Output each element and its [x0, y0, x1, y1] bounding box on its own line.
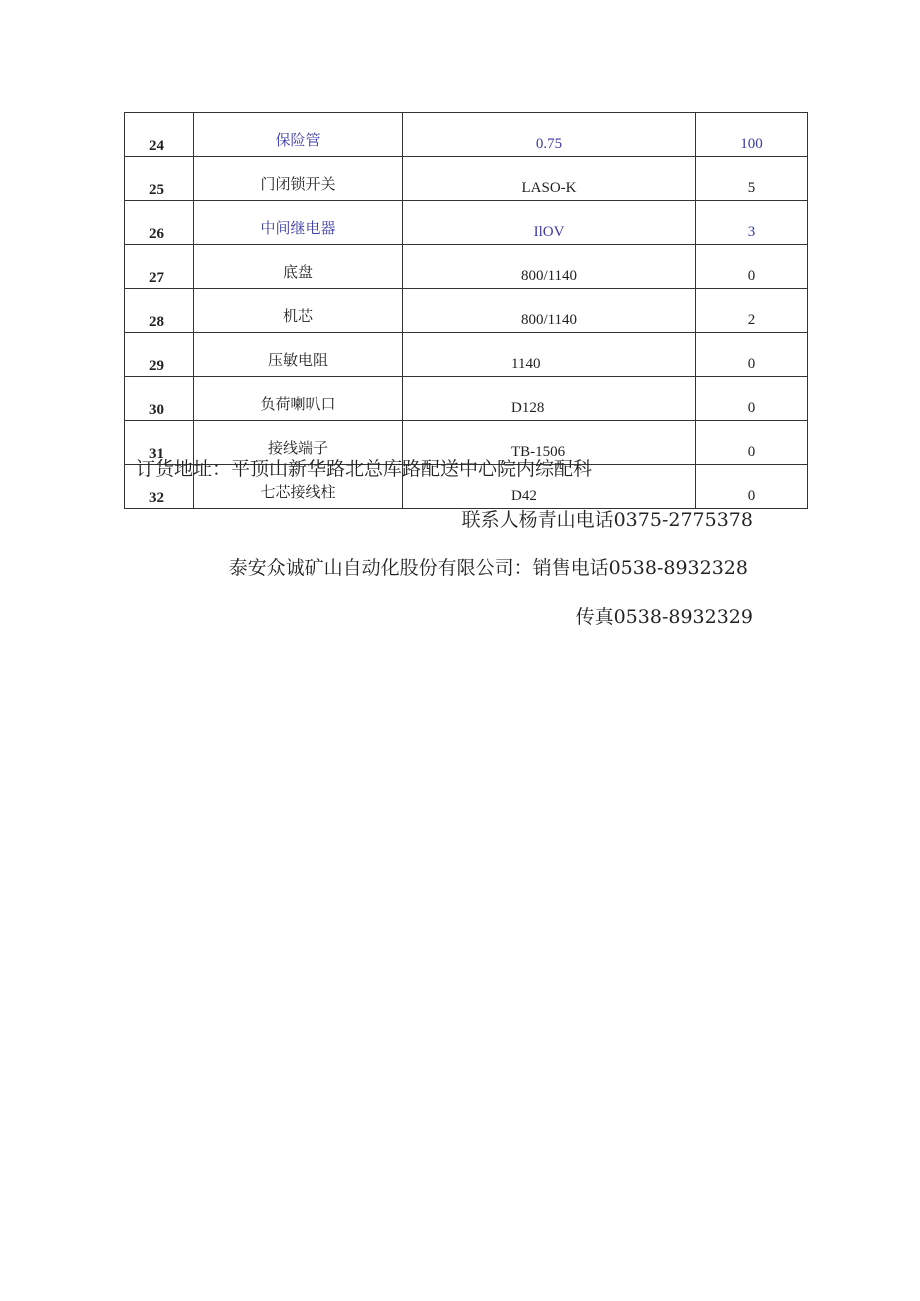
company-sales-line: 泰安众诚矿山自动化股份有限公司：销售电话0538-8932328: [228, 557, 748, 579]
part-name: 七芯接线柱: [194, 465, 403, 509]
part-name: 保险管: [194, 113, 403, 157]
part-spec: 1140: [403, 333, 696, 377]
table-row: [125, 201, 808, 245]
row-number: 31: [125, 421, 194, 465]
row-number: 30: [125, 377, 194, 421]
row-number: 26: [125, 201, 194, 245]
part-quantity: 100: [696, 113, 808, 157]
part-quantity: 3: [696, 201, 808, 245]
row-number: 32: [125, 465, 194, 509]
part-spec: IlOV: [403, 201, 696, 245]
part-quantity: 0: [696, 465, 808, 509]
row-number: 29: [125, 333, 194, 377]
part-quantity: 5: [696, 157, 808, 201]
row-number: 27: [125, 245, 194, 289]
part-spec: 800/1140: [403, 245, 696, 289]
table-row: [125, 245, 808, 289]
table-row: [125, 289, 808, 333]
part-name: 中间继电器: [194, 201, 403, 245]
contact-line: 联系人杨青山电话0375-2775378: [461, 509, 753, 531]
part-spec: D42: [403, 465, 696, 509]
part-quantity: 0: [696, 377, 808, 421]
table-row: [125, 377, 808, 421]
table-row: [125, 157, 808, 201]
table-row: [125, 113, 808, 157]
part-spec: D128: [403, 377, 696, 421]
part-spec: 800/1140: [403, 289, 696, 333]
part-name: 机芯: [194, 289, 403, 333]
parts-table: [124, 112, 808, 509]
part-name: 门闭锁开关: [194, 157, 403, 201]
row-number: 28: [125, 289, 194, 333]
part-quantity: 0: [696, 421, 808, 465]
table-row: [125, 333, 808, 377]
part-quantity: 2: [696, 289, 808, 333]
order-address: 订货地址：平顶山新华路北总库路配送中心院内综配科: [136, 458, 593, 480]
row-number: 24: [125, 113, 194, 157]
part-quantity: 0: [696, 245, 808, 289]
part-spec: LASO-K: [403, 157, 696, 201]
part-name: 压敏电阻: [194, 333, 403, 377]
part-quantity: 0: [696, 333, 808, 377]
part-name: 负荷喇叭口: [194, 377, 403, 421]
part-spec: 0.75: [403, 113, 696, 157]
part-name: 接线端子: [194, 421, 403, 465]
row-number: 25: [125, 157, 194, 201]
part-name: 底盘: [194, 245, 403, 289]
part-spec: TB-1506: [403, 421, 696, 465]
fax-line: 传真0538-8932329: [575, 606, 753, 628]
